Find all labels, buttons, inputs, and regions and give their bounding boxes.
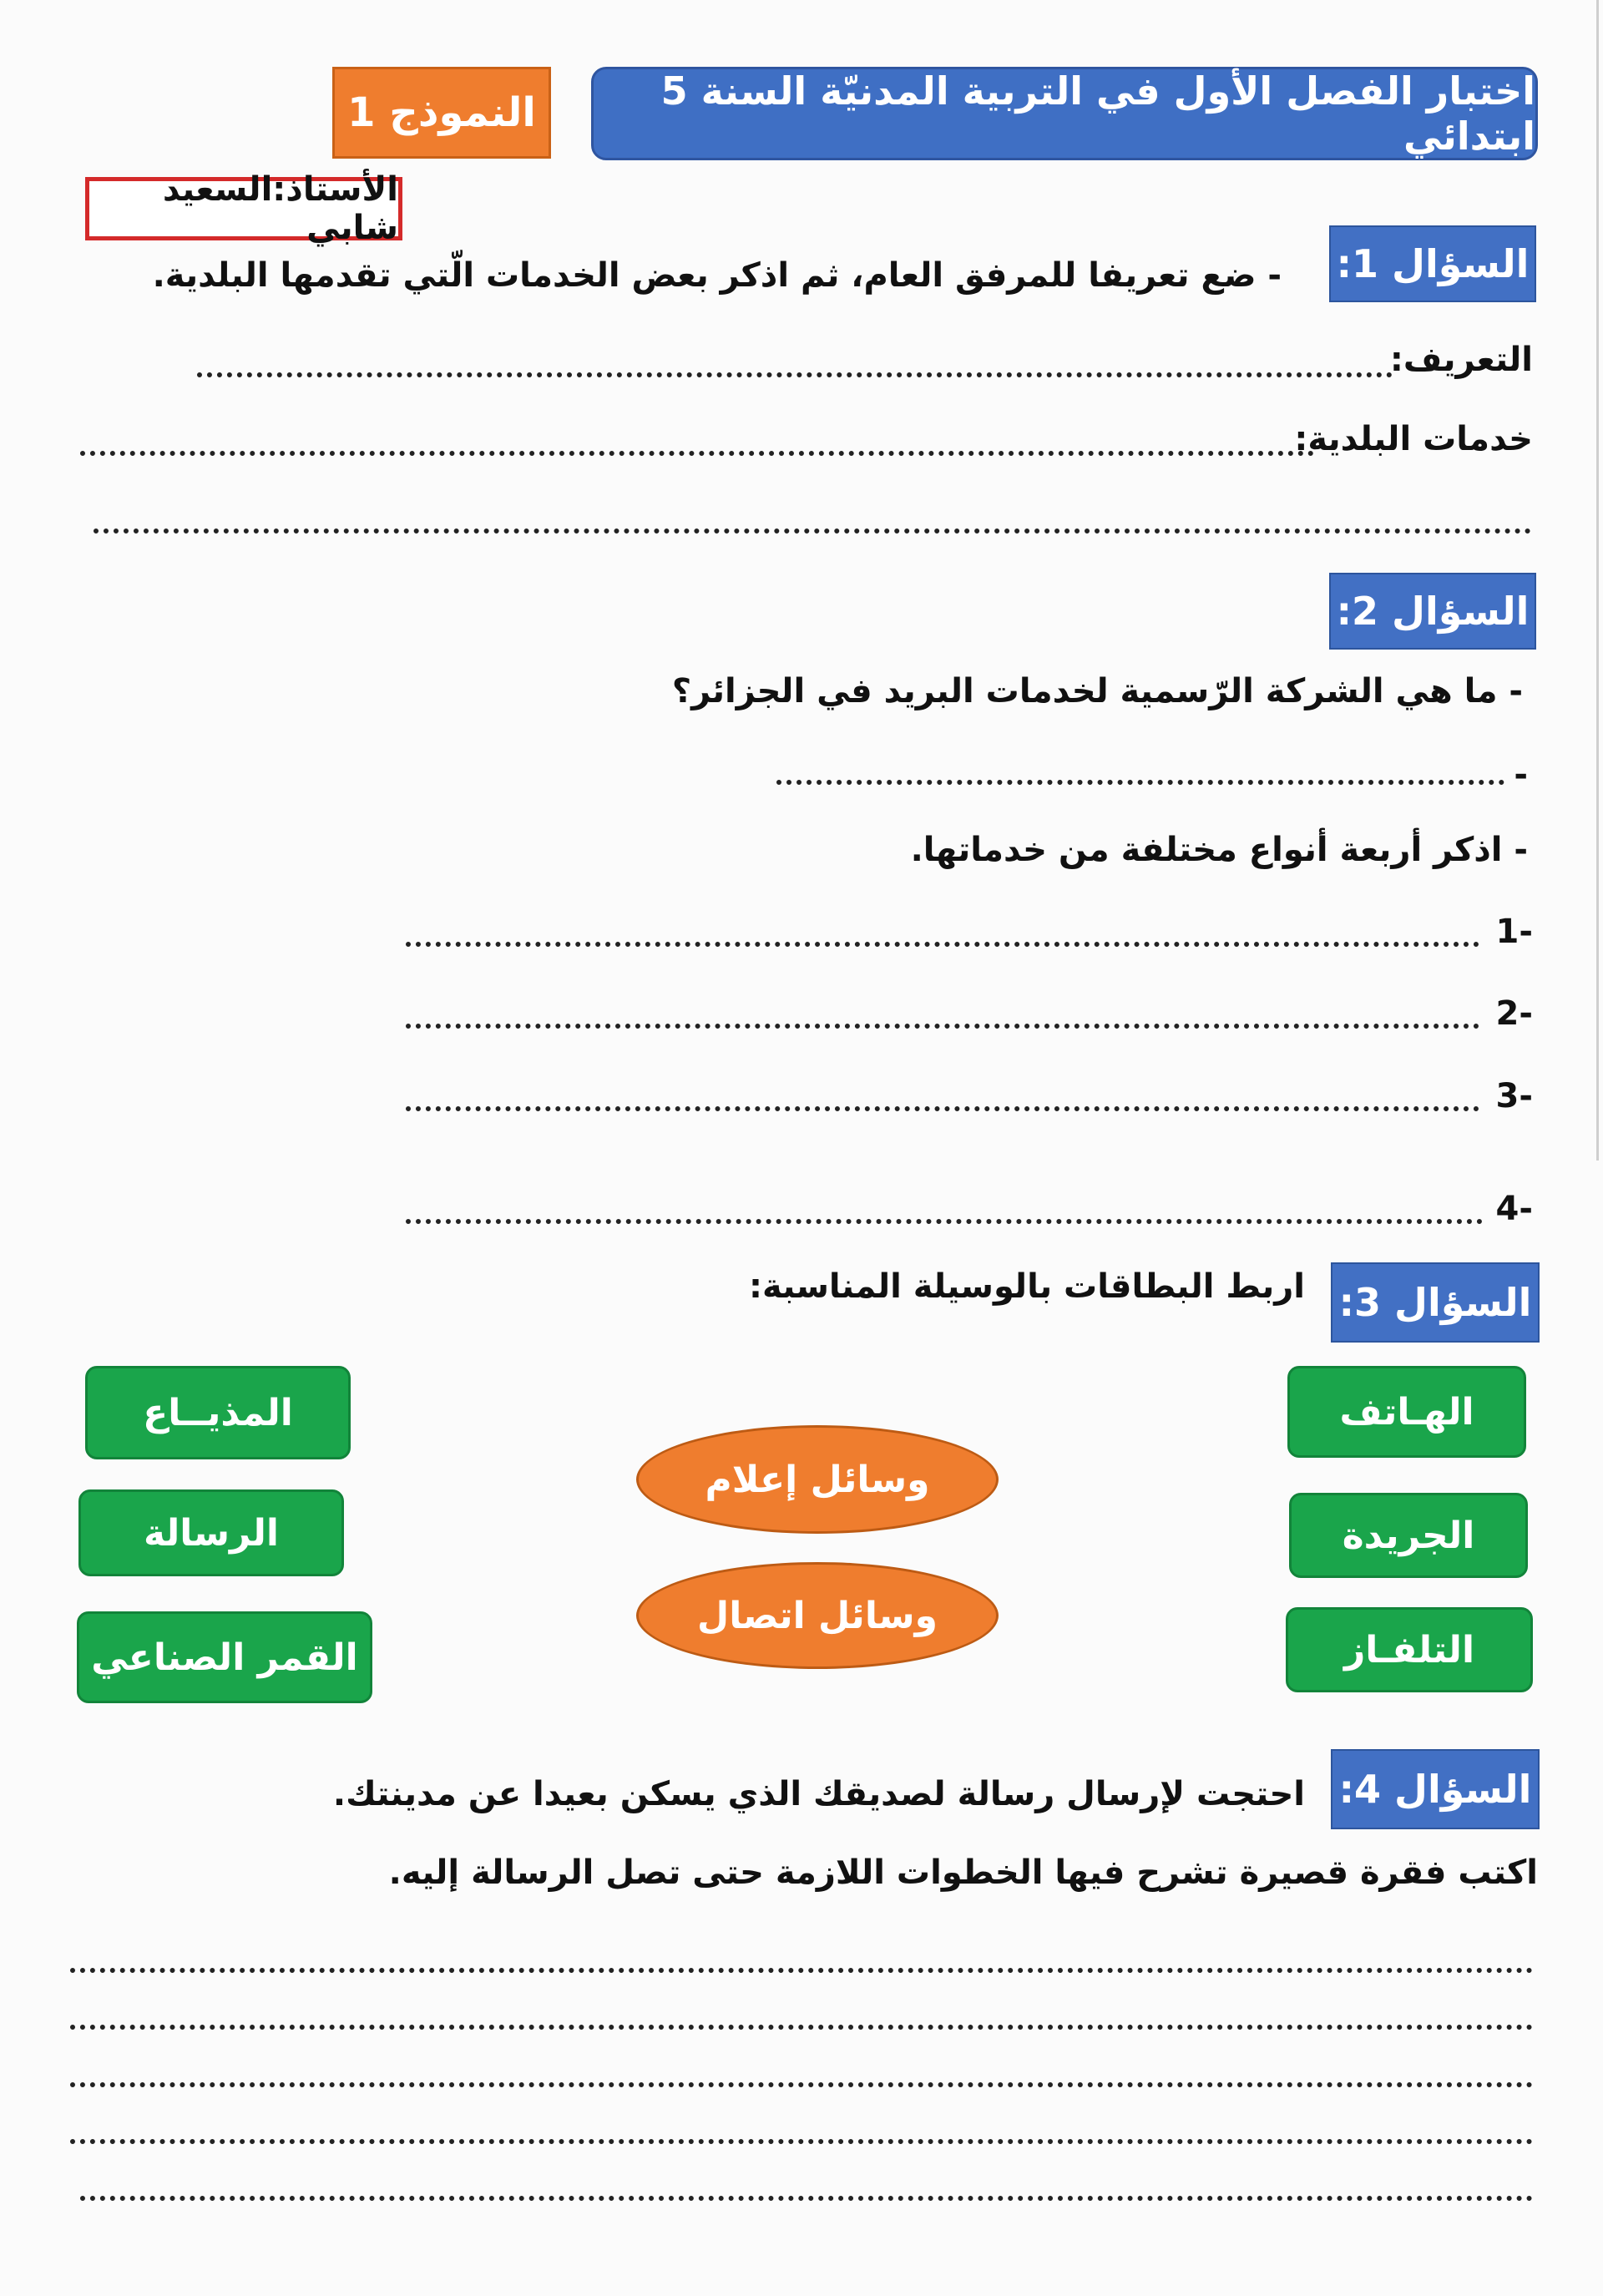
card-phone[interactable]: الهـاتف bbox=[1287, 1366, 1526, 1458]
question-4-prompt: احتجت لإرسال رسالة لصديقك الذي يسكن بعيدا عن مدينتك. bbox=[332, 1775, 1305, 1813]
question-2-prompt-1: - ما هي الشركة الرّسمية لخدمات البريد في الجزائر؟ bbox=[671, 672, 1523, 711]
question-2-prompt-2: - اذكر أربعة أنواع مختلفة من خدماتها. bbox=[910, 831, 1528, 869]
question-2-dash: - bbox=[1514, 756, 1528, 794]
service-answer-line-3[interactable] bbox=[406, 1106, 1479, 1111]
question-3-label: السؤال 3: bbox=[1331, 1262, 1540, 1343]
service-item-number: -4 bbox=[1495, 1190, 1533, 1228]
card-letter[interactable]: الرسالة bbox=[78, 1489, 344, 1576]
card-radio[interactable]: المذيــاع bbox=[85, 1366, 351, 1459]
services-answer-line-2[interactable] bbox=[94, 528, 1531, 534]
service-item-number: -1 bbox=[1495, 913, 1533, 951]
card-satellite[interactable]: القمر الصناعي bbox=[77, 1611, 372, 1703]
question-4-label: السؤال 4: bbox=[1331, 1749, 1540, 1829]
communication-means-ellipse[interactable]: وسائل اتصال bbox=[636, 1562, 999, 1669]
card-television[interactable]: التلفـاز bbox=[1286, 1607, 1533, 1692]
service-item-number: -3 bbox=[1495, 1077, 1533, 1115]
paragraph-answer-line-5[interactable] bbox=[80, 2196, 1533, 2201]
paragraph-answer-line-1[interactable] bbox=[70, 1968, 1533, 1973]
exam-title: اختبار الفصل الأول في التربية المدنيّة السنة 5 ابتدائي bbox=[591, 67, 1538, 160]
service-answer-line-4[interactable] bbox=[406, 1219, 1483, 1224]
question-1-label: السؤال 1: bbox=[1329, 225, 1536, 302]
card-newspaper[interactable]: الجريدة bbox=[1289, 1493, 1528, 1578]
services-label: خدمات البلدية: bbox=[1294, 420, 1533, 458]
paragraph-answer-line-3[interactable] bbox=[70, 2082, 1533, 2087]
definition-label: التعريف: bbox=[1389, 341, 1533, 379]
service-answer-line-1[interactable] bbox=[406, 942, 1479, 947]
media-means-ellipse[interactable]: وسائل إعلام bbox=[636, 1425, 999, 1534]
page-edge-line bbox=[1596, 0, 1599, 1161]
question-3-prompt: اربط البطاقات بالوسيلة المناسبة: bbox=[748, 1267, 1305, 1306]
paragraph-answer-line-4[interactable] bbox=[70, 2139, 1533, 2144]
definition-answer-line[interactable] bbox=[197, 372, 1393, 377]
model-label: النموذج 1 bbox=[332, 67, 551, 159]
question-1-prompt: - ضع تعريفا للمرفق العام، ثم اذكر بعض الخدمات الّتي تقدمها البلدية. bbox=[152, 256, 1282, 295]
paragraph-answer-line-2[interactable] bbox=[70, 2025, 1533, 2030]
service-answer-line-2[interactable] bbox=[406, 1024, 1479, 1029]
teacher-name: الأستاذ:السعيد شابي bbox=[85, 177, 402, 240]
services-answer-line-1[interactable] bbox=[80, 451, 1314, 456]
question-2-label: السؤال 2: bbox=[1329, 573, 1536, 650]
company-answer-line[interactable] bbox=[776, 780, 1504, 785]
question-4-instruction: اكتب فقرة قصيرة تشرح فيها الخطوات اللازمة حتى تصل الرسالة إليه. bbox=[388, 1853, 1538, 1892]
service-item-number: -2 bbox=[1495, 994, 1533, 1033]
